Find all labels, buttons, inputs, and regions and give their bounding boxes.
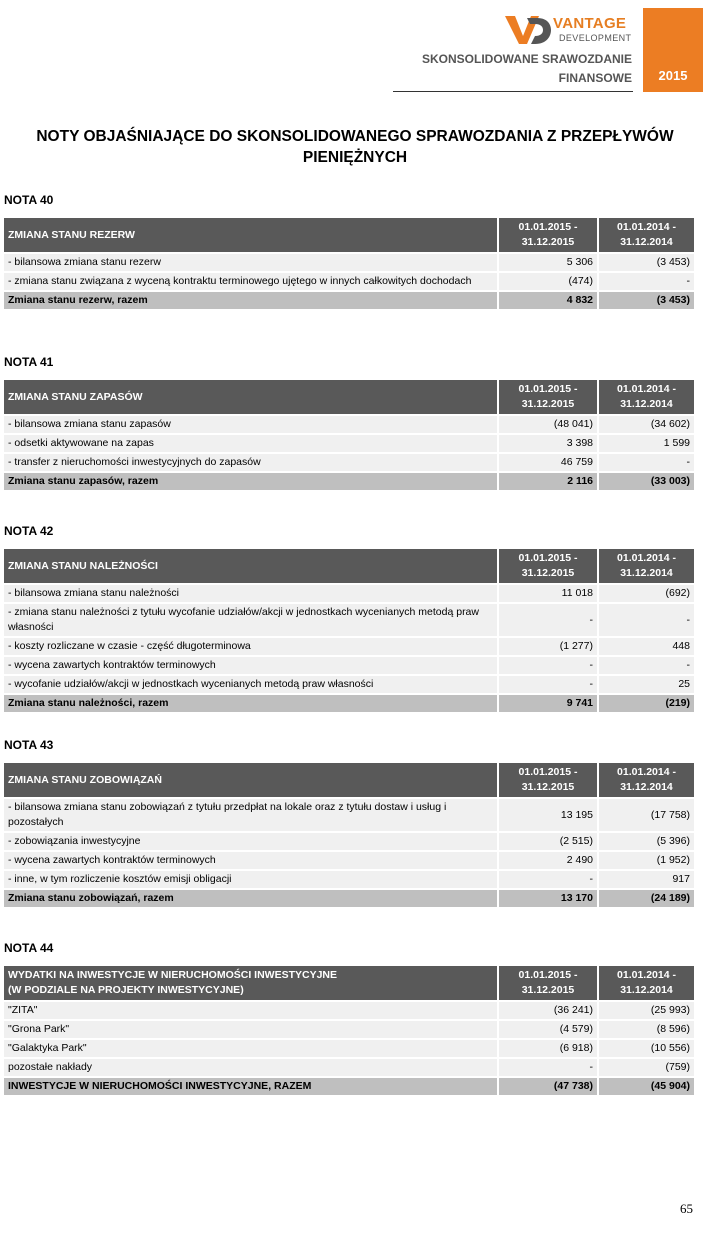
row-value-2014: (759) bbox=[598, 1058, 694, 1077]
table-row bbox=[4, 453, 694, 472]
row-value-2015: 46 759 bbox=[498, 453, 598, 472]
total-value-2015: 2 116 bbox=[498, 472, 598, 490]
row-value-2014: (34 602) bbox=[598, 415, 694, 434]
total-value-2014: (33 003) bbox=[598, 472, 694, 490]
period-2015-header: 01.01.2015 - 31.12.2015 bbox=[498, 380, 598, 415]
note-table-44 bbox=[4, 966, 694, 1095]
table-row bbox=[4, 253, 694, 272]
period-2014-header: 01.01.2014 - 31.12.2014 bbox=[598, 763, 694, 798]
note-label: NOTA 40 bbox=[4, 193, 54, 207]
logo-word-development: DEVELOPMENT bbox=[559, 33, 632, 43]
row-value-2014: 917 bbox=[598, 870, 694, 889]
page-title bbox=[20, 126, 690, 168]
row-label: - wycena zawartych kontraktów terminowych bbox=[4, 851, 498, 870]
table-row bbox=[4, 1039, 694, 1058]
period-2015-header: 01.01.2015 - 31.12.2015 bbox=[498, 966, 598, 1001]
table-title: ZMIANA STANU ZOBOWIĄZAŃ bbox=[4, 763, 498, 798]
row-label: - odsetki aktywowane na zapas bbox=[4, 434, 498, 453]
table-header-row bbox=[4, 763, 694, 798]
row-value-2015: (6 918) bbox=[498, 1039, 598, 1058]
row-label: - wycofanie udziałów/akcji w jednostkach wycenianych metodą praw własności bbox=[4, 675, 498, 694]
row-label: - transfer z nieruchomości inwestycyjnych do zapasów bbox=[4, 453, 498, 472]
table-row bbox=[4, 851, 694, 870]
row-label: - wycena zawartych kontraktów terminowych bbox=[4, 656, 498, 675]
table-title: ZMIANA STANU NALEŻNOŚCI bbox=[4, 549, 498, 584]
total-value-2015: 9 741 bbox=[498, 694, 598, 712]
row-value-2015: - bbox=[498, 870, 598, 889]
row-value-2015: 5 306 bbox=[498, 253, 598, 272]
total-value-2014: (45 904) bbox=[598, 1077, 694, 1095]
row-value-2015: (2 515) bbox=[498, 832, 598, 851]
total-label: Zmiana stanu rezerw, razem bbox=[4, 291, 498, 309]
row-label: pozostałe nakłady bbox=[4, 1058, 498, 1077]
row-value-2014: (692) bbox=[598, 584, 694, 603]
note-table-41 bbox=[4, 380, 694, 490]
row-value-2014: (10 556) bbox=[598, 1039, 694, 1058]
page-header bbox=[0, 0, 710, 95]
note-table-42 bbox=[4, 549, 694, 712]
note-label: NOTA 43 bbox=[4, 738, 54, 752]
row-value-2014: 448 bbox=[598, 637, 694, 656]
row-value-2015: 3 398 bbox=[498, 434, 598, 453]
period-2015-header: 01.01.2015 - 31.12.2015 bbox=[498, 763, 598, 798]
row-label: "ZITA" bbox=[4, 1001, 498, 1020]
row-value-2014: - bbox=[598, 656, 694, 675]
period-2015-header: 01.01.2015 - 31.12.2015 bbox=[498, 549, 598, 584]
total-label: Zmiana stanu należności, razem bbox=[4, 694, 498, 712]
page-number: 65 bbox=[680, 1201, 693, 1216]
table-row bbox=[4, 1058, 694, 1077]
row-value-2014: (17 758) bbox=[598, 798, 694, 832]
row-label: - bilansowa zmiana stanu należności bbox=[4, 584, 498, 603]
row-label: "Grona Park" bbox=[4, 1020, 498, 1039]
row-value-2014: (5 396) bbox=[598, 832, 694, 851]
table-row bbox=[4, 415, 694, 434]
period-2015-header: 01.01.2015 - 31.12.2015 bbox=[498, 218, 598, 253]
row-value-2014: - bbox=[598, 603, 694, 637]
row-value-2014: - bbox=[598, 453, 694, 472]
table-title: WYDATKI NA INWESTYCJE W NIERUCHOMOŚCI INWESTYCYJNE (W PODZIALE NA PROJEKTY INWESTYCYJNE) bbox=[4, 966, 498, 1001]
row-label: - zmiana stanu związana z wyceną kontraktu terminowego ujętego w innych całkowitych dochodach bbox=[4, 272, 498, 291]
total-row bbox=[4, 472, 694, 490]
row-value-2014: 1 599 bbox=[598, 434, 694, 453]
row-value-2015: (4 579) bbox=[498, 1020, 598, 1039]
row-value-2015: 13 195 bbox=[498, 798, 598, 832]
table-row bbox=[4, 603, 694, 637]
row-value-2014: 25 bbox=[598, 675, 694, 694]
row-value-2015: (48 041) bbox=[498, 415, 598, 434]
total-value-2014: (24 189) bbox=[598, 889, 694, 907]
row-value-2015: - bbox=[498, 1058, 598, 1077]
table-row bbox=[4, 637, 694, 656]
table-header-row bbox=[4, 966, 694, 1001]
note-label: NOTA 41 bbox=[4, 355, 54, 369]
row-value-2015: 11 018 bbox=[498, 584, 598, 603]
total-value-2014: (219) bbox=[598, 694, 694, 712]
row-value-2014: (3 453) bbox=[598, 253, 694, 272]
page-title-line1: NOTY OBJAŚNIAJĄCE DO SKONSOLIDOWANEGO SPRAWOZDANIA Z PRZEPŁYWÓW bbox=[36, 128, 674, 145]
table-row bbox=[4, 1001, 694, 1020]
total-row bbox=[4, 1077, 694, 1095]
total-label: Zmiana stanu zapasów, razem bbox=[4, 472, 498, 490]
table-header-row bbox=[4, 218, 694, 253]
period-2014-header: 01.01.2014 - 31.12.2014 bbox=[598, 380, 694, 415]
vantage-logo bbox=[505, 14, 635, 48]
total-value-2015: (47 738) bbox=[498, 1077, 598, 1095]
row-value-2015: - bbox=[498, 675, 598, 694]
report-title-line1: SKONSOLIDOWANE SRAWOZDANIE bbox=[421, 52, 632, 66]
row-value-2014: (1 952) bbox=[598, 851, 694, 870]
table-title: ZMIANA STANU REZERW bbox=[4, 218, 498, 253]
table-row bbox=[4, 272, 694, 291]
note-table-40 bbox=[4, 218, 694, 309]
row-value-2015: - bbox=[498, 656, 598, 675]
row-label: - bilansowa zmiana stanu zapasów bbox=[4, 415, 498, 434]
header-divider bbox=[393, 91, 633, 92]
row-label: - koszty rozliczane w czasie - część długoterminowa bbox=[4, 637, 498, 656]
row-value-2015: (1 277) bbox=[498, 637, 598, 656]
logo-word-vantage: VANTAGE bbox=[553, 15, 627, 32]
period-2014-header: 01.01.2014 - 31.12.2014 bbox=[598, 218, 694, 253]
table-row bbox=[4, 832, 694, 851]
row-value-2015: 2 490 bbox=[498, 851, 598, 870]
table-row bbox=[4, 675, 694, 694]
table-row bbox=[4, 1020, 694, 1039]
total-row bbox=[4, 291, 694, 309]
table-header-row bbox=[4, 549, 694, 584]
logo-mark-icon bbox=[505, 14, 553, 46]
total-value-2015: 13 170 bbox=[498, 889, 598, 907]
row-label: - bilansowa zmiana stanu rezerw bbox=[4, 253, 498, 272]
period-2014-header: 01.01.2014 - 31.12.2014 bbox=[598, 549, 694, 584]
note-table-43 bbox=[4, 763, 694, 907]
total-row bbox=[4, 694, 694, 712]
total-label: INWESTYCJE W NIERUCHOMOŚCI INWESTYCYJNE, RAZEM bbox=[4, 1077, 498, 1095]
table-row bbox=[4, 798, 694, 832]
table-row bbox=[4, 870, 694, 889]
row-label: - inne, w tym rozliczenie kosztów emisji obligacji bbox=[4, 870, 498, 889]
total-value-2015: 4 832 bbox=[498, 291, 598, 309]
row-label: - zmiana stanu należności z tytułu wycofanie udziałów/akcji w jednostkach wycenianych metodą praw własności bbox=[4, 603, 498, 637]
note-label: NOTA 44 bbox=[4, 941, 54, 955]
total-label: Zmiana stanu zobowiązań, razem bbox=[4, 889, 498, 907]
table-row bbox=[4, 584, 694, 603]
row-label: "Galaktyka Park" bbox=[4, 1039, 498, 1058]
row-value-2014: - bbox=[598, 272, 694, 291]
row-value-2015: (474) bbox=[498, 272, 598, 291]
row-value-2015: - bbox=[498, 603, 598, 637]
report-title-line2: FINANSOWE bbox=[558, 71, 632, 85]
table-title: ZMIANA STANU ZAPASÓW bbox=[4, 380, 498, 415]
table-row bbox=[4, 434, 694, 453]
total-row bbox=[4, 889, 694, 907]
row-value-2015: (36 241) bbox=[498, 1001, 598, 1020]
period-2014-header: 01.01.2014 - 31.12.2014 bbox=[598, 966, 694, 1001]
total-value-2014: (3 453) bbox=[598, 291, 694, 309]
row-value-2014: (8 596) bbox=[598, 1020, 694, 1039]
row-label: - bilansowa zmiana stanu zobowiązań z tytułu przedpłat na lokale oraz z tytułu dostaw i usług i pozostałych bbox=[4, 798, 498, 832]
year-label: 2015 bbox=[658, 68, 688, 83]
table-header-row bbox=[4, 380, 694, 415]
table-row bbox=[4, 656, 694, 675]
page-title-line2: PIENIĘŻNYCH bbox=[302, 149, 408, 166]
note-label: NOTA 42 bbox=[4, 524, 54, 538]
row-value-2014: (25 993) bbox=[598, 1001, 694, 1020]
row-label: - zobowiązania inwestycyjne bbox=[4, 832, 498, 851]
